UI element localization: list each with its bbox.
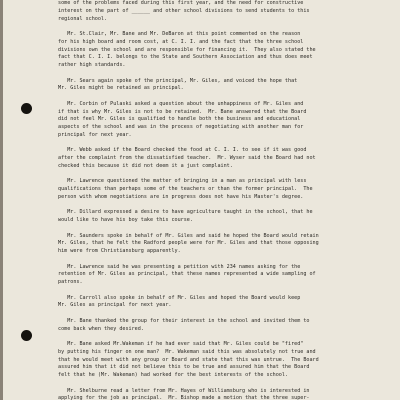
- punch-hole-bottom: [21, 330, 32, 341]
- text-line: Mr. Giles as principal for next year.: [58, 302, 172, 309]
- text-line: if that is why Mr. Giles is not to be retained. Mr. Bane answered that the Board: [58, 108, 307, 115]
- paragraph: [58, 264, 400, 287]
- paragraph: [58, 78, 400, 94]
- text-line: checked this because it did not deem it a just complaint.: [58, 162, 233, 169]
- text-line: Mr. Dillard expressed a desire to have agriculture taught in the school, that he: [58, 209, 313, 216]
- text-line: Mr. Bane thanked the group for their interest in the school and invited them to: [58, 317, 310, 324]
- punch-hole-top: [21, 103, 32, 114]
- text-line: would like to have his boy take this course.: [58, 217, 193, 223]
- text-line: Mr. Corbin of Pulaski asked a question about the unhappiness of Mr. Giles and: [58, 100, 304, 107]
- text-line: Mr. Saunders spoke in behalf of Mr. Giles and said he hoped the Board would retain: [58, 232, 319, 239]
- paragraph: [58, 295, 400, 311]
- text-line: rather high standards.: [58, 62, 126, 68]
- text-line: some of the problems faced during this first year, and the need for constructive: [58, 0, 304, 6]
- text-line: Mr. Lawrence questioned the matter of bringing in a man as principal with less: [58, 178, 307, 185]
- text-line: regional school.: [58, 15, 108, 22]
- paragraph: [58, 31, 400, 70]
- paragraph: [58, 0, 400, 23]
- text-line: Mr. Sears again spoke of the principal, Mr. Giles, and voiced the hope that: [58, 77, 298, 84]
- text-line: felt that he (Mr. Wakeman) had worked for the best interests of the school.: [58, 372, 289, 378]
- text-line: person with whom negotiations are in progress does not have his Master's degree.: [58, 193, 304, 200]
- text-line: Mr. Shelburne read a letter from Mr. Hayes of Williamsburg who is interested in: [58, 387, 310, 394]
- text-line: come back when they desired.: [58, 325, 144, 332]
- text-line: Mr. Carroll also spoke in behalf of Mr. Giles and hoped the Board would keep: [58, 294, 301, 301]
- text-line: Mr. Giles, that he felt the Radford people were for Mr. Giles and that those opposing: [58, 240, 319, 247]
- text-line: Mr. Giles might be retained as principal.: [58, 85, 184, 92]
- text-line: qualifications than perhaps some of the teachers or than the former principal. The: [58, 186, 313, 192]
- text-line: that he would meet with any group or Board and state that this was untrue. The Board: [58, 356, 319, 363]
- document-body: [58, 0, 400, 400]
- text-line: applying for the job as principal. Mr. Bishop made a motion that the three super-: [58, 395, 310, 400]
- text-line: Mr. St.Clair, Mr. Bane and Mr. DeBaron at this point commented on the reason: [58, 31, 301, 37]
- text-line: fact that C. I. I. belongs to the State and Southern Association and thus does meet: [58, 54, 313, 61]
- paragraph: [58, 341, 400, 380]
- text-line: Mr. Bane asked Mr.Wakeman if he had ever said that Mr. Giles could be "fired": [58, 341, 304, 347]
- text-line: retention of Mr. Giles as principal, that these names represented a wide sampling of: [58, 271, 316, 278]
- text-line: interest on the part of ______ and other school divisions to send students to this: [58, 7, 310, 14]
- paragraph: [58, 388, 400, 400]
- paragraph: [58, 233, 400, 256]
- text-line: assured him that it did not believe this to be true and assured him that the Board: [58, 364, 310, 371]
- document-page: [3, 0, 400, 400]
- text-line: patrons.: [58, 279, 83, 285]
- text-line: him were from Christiansburg apparently.: [58, 248, 181, 254]
- paragraph: [58, 209, 400, 225]
- paragraph: [58, 147, 400, 170]
- paragraph: [58, 101, 400, 140]
- text-line: by putting his finger on one man? Mr. Wakeman said this was absolutely not true and: [58, 348, 316, 355]
- paragraph: [58, 318, 400, 334]
- text-line: for his high board and room cost, at C. I. I. and the fact that the three school: [58, 38, 304, 45]
- text-line: principal for next year.: [58, 131, 132, 138]
- paragraph: [58, 178, 400, 201]
- text-line: divisions own the school and are responsible for financing it. They also stated the: [58, 46, 316, 53]
- text-line: Mr. Webb asked if the Board checked the food at C. I. I. to see if it was good: [58, 147, 307, 154]
- text-line: did not feel Mr. Giles is qualified to handle both the business and educational: [58, 116, 301, 123]
- text-line: after the complaint from the dissatisfied teacher. Mr. Wyser said the Board had not: [58, 155, 316, 161]
- text-line: Mr. Lawrence said he was presenting a petition with 234 names asking for the: [58, 263, 301, 270]
- text-line: aspects of the school and was in the process of negotiating with another man for: [58, 124, 304, 130]
